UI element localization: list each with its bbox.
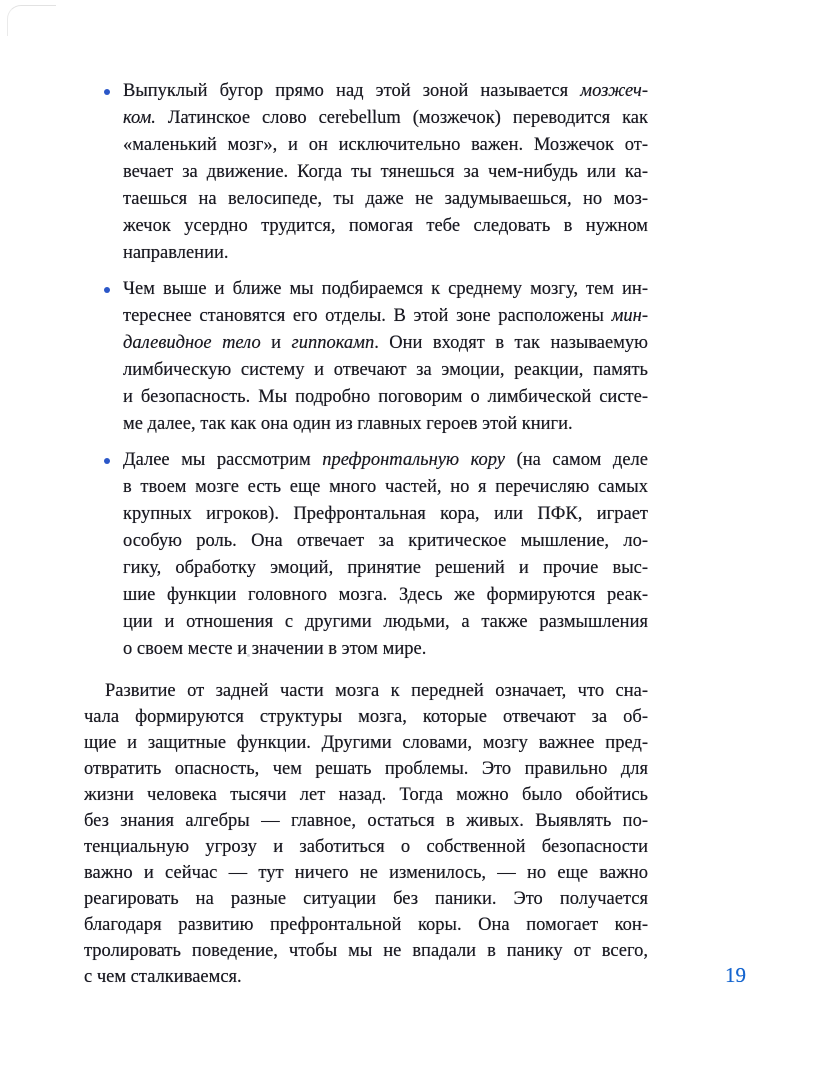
text-line: крупных игроков). Префронтальная кора, или ПФК, играет [123, 504, 648, 524]
text-line: вечает за движение. Когда ты тянешься за чем-нибудь или ка- [123, 162, 648, 182]
text-line: тенциальную угрозу и заботиться о собственной безопасности [84, 837, 648, 857]
text-line: отвратить опасность, чем решать проблемы. Это правильно для [84, 759, 648, 779]
text-line: без знания алгебры — главное, остаться в живых. Выявлять по- [84, 811, 648, 831]
text-line: ции и отношения с другими людьми, а также размышления [123, 612, 648, 632]
body-paragraph [84, 678, 648, 990]
page-number: 19 [725, 963, 746, 987]
text-line: шие функции головного мозга. Здесь же формируются реак- [123, 585, 648, 605]
text-line: жизни человека тысячи лет назад. Тогда можно было обойтись [84, 785, 648, 805]
text-line: ком. Латинское слово cerebellum (мозжечок) переводится как [123, 108, 648, 128]
text-line: ме далее, так как она один из главных героев этой книги. [123, 414, 573, 434]
scan-edge-artifact [7, 5, 56, 36]
text-column [84, 78, 648, 990]
text-line: важно и сейчас — тут ничего не изменилось, — но еще важно [84, 863, 648, 883]
text-line: о своем месте и значении в этом мире. [123, 639, 427, 659]
text-line: и безопасность. Мы подробно поговорим о лимбической систе- [123, 387, 648, 407]
bullet-item [84, 78, 648, 267]
text-line: тереснее становятся его отделы. В этой зоне расположены мин- [123, 306, 648, 326]
text-line: Чем выше и ближе мы подбираемся к среднему мозгу, тем ин- [123, 279, 648, 299]
text-line: тролировать поведение, чтобы мы не впадали в панику от всего, [84, 941, 648, 961]
bullet-icon [104, 89, 110, 95]
text-line: щие и защитные функции. Другими словами, мозгу важнее пред- [84, 733, 648, 753]
text-line: реагировать на разные ситуации без паники. Это получается [84, 889, 648, 909]
bullet-item [84, 276, 648, 438]
text-line: особую роль. Она отвечает за критическое мышление, ло- [123, 531, 648, 551]
text-line: благодаря развитию префронтальной коры. Она помогает кон- [84, 915, 648, 935]
text-line: в твоем мозге есть еще много частей, но я перечисляю самых [123, 477, 648, 497]
text-line: гику, обработку эмоций, принятие решений и прочие выс- [123, 558, 648, 578]
text-line: Выпуклый бугор прямо над этой зоной называется мозжеч- [123, 81, 648, 101]
text-line: жечок усердно трудится, помогая тебе следовать в нужном [123, 216, 648, 236]
bullet-icon [104, 458, 110, 464]
bullet-icon [104, 287, 110, 293]
text-line: лимбическую систему и отвечают за эмоции, реакции, память [123, 360, 648, 380]
text-line: Далее мы рассмотрим префронтальную кору (на самом деле [123, 450, 648, 470]
text-line: далевидное тело и гиппокамп. Они входят в так называемую [123, 333, 648, 353]
text-line: чала формируются структуры мозга, которые отвечают за об- [84, 707, 648, 727]
text-line: таешься на велосипеде, ты даже не задумываешься, но моз- [123, 189, 648, 209]
text-line: с чем сталкиваемся. [84, 967, 242, 987]
text-line: Развитие от задней части мозга к передней означает, что сна- [105, 681, 648, 701]
bullet-item [84, 447, 648, 663]
text-line: направлении. [123, 243, 229, 263]
text-line: «маленький мозг», и он исключительно важен. Мозжечок от- [123, 135, 648, 155]
